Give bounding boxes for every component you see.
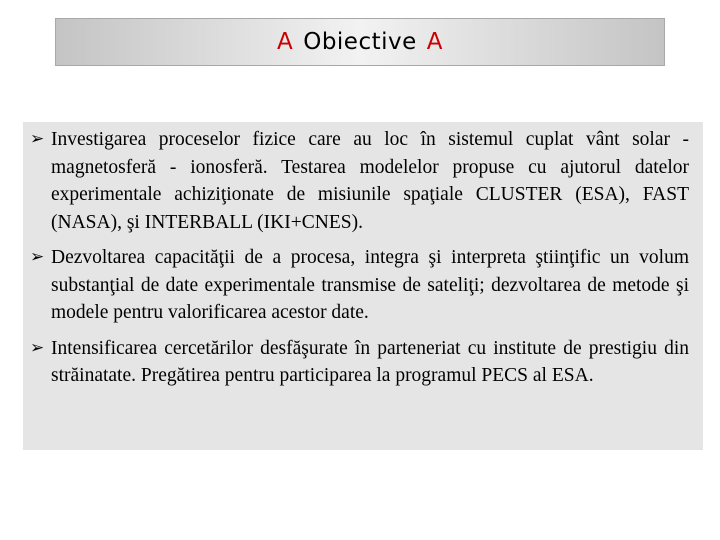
arrowhead-bullet-icon: ➢ — [30, 247, 45, 267]
arrowhead-bullet-icon: ➢ — [30, 337, 45, 358]
bullet-text: Investigarea proceselor fizice care au loc în sistemul cuplat vânt solar - magnetosferă - ionosferă. Testarea modelelor propuse cu ajutorul datelor experimentale achiziţionate de misiunile spaţiale CLUSTER (ESA), FAST (NASA), şi INTERBALL (IKI+CNES). — [51, 129, 689, 233]
slide-title — [267, 29, 453, 55]
content-box — [23, 122, 703, 450]
bullet-text: Intensificarea cercetărilor desfăşurate în parteneriat cu institute de prestigiu din străinatate. Pregătirea pentru participarea la programul PECS al ESA. — [51, 337, 689, 386]
title-right-mark: A — [426, 29, 444, 55]
bullet-item — [30, 244, 689, 327]
arrowhead-bullet-icon: ➢ — [30, 129, 45, 149]
title-text: Obiective — [303, 29, 417, 55]
title-bar — [55, 18, 665, 66]
title-left-mark: A — [276, 29, 294, 55]
bullet-item — [30, 126, 689, 236]
bullet-text: Dezvoltarea capacităţii de a procesa, integra şi interpreta ştiinţific un volum substanţial de date experimentale transmise de sateliţi; dezvoltarea de metode şi modele pentru valorificarea acestor date. — [51, 247, 689, 323]
bullet-item — [30, 335, 689, 390]
